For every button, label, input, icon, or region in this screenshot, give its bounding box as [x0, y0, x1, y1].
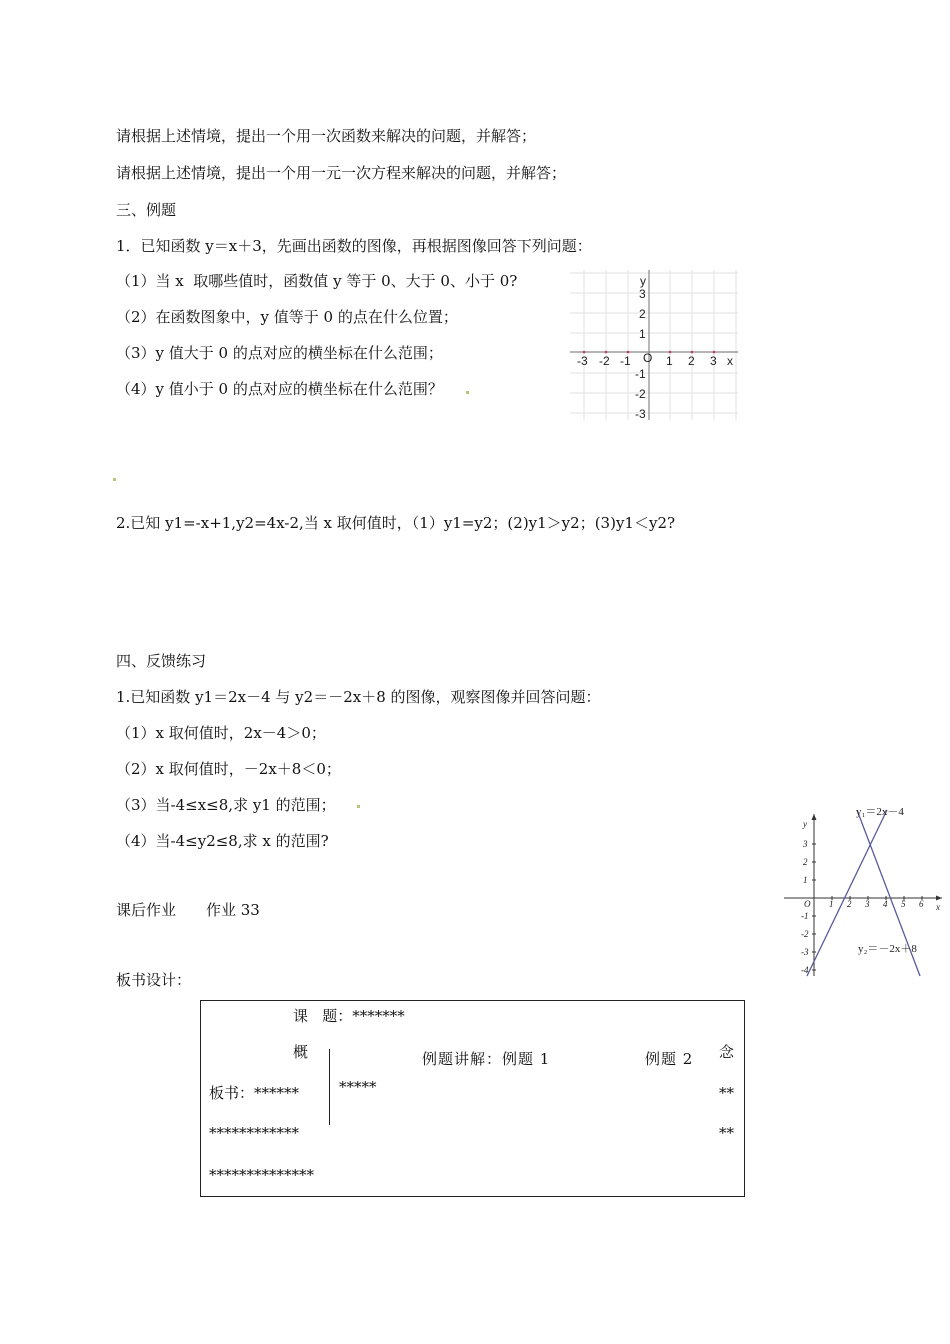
y-tick: -2 — [635, 387, 646, 401]
example2-question: 2.已知 y1=-x+1,y2=4x-2,当 x 取何值时，（1）y1=y2；(2)y1＞y2；(3)y1＜y2? — [116, 514, 676, 532]
example1-part-4: （4）y 值小于 0 的点对应的横坐标在什么范围？ — [116, 380, 443, 398]
y-tick: 3 — [639, 287, 646, 301]
speck — [466, 391, 469, 394]
board-heading: 板书设计： — [116, 971, 192, 989]
y-tick: 3 — [803, 839, 808, 849]
board-topic: 课 题：******* — [293, 1007, 405, 1025]
y-tick: 2 — [803, 857, 808, 867]
x-tick: -3 — [577, 354, 588, 368]
y-tick: 1 — [639, 327, 646, 341]
section4-title: 四、反馈练习 — [116, 652, 207, 670]
coordinate-grid — [570, 270, 740, 425]
board-divider — [329, 1049, 330, 1125]
homework-label: 课后作业 — [116, 901, 177, 919]
feedback-part-1: （1）x 取何值时，2x－4＞0； — [116, 724, 326, 742]
x-tick: 5 — [901, 899, 906, 909]
intro-question-1: 请根据上述情境，提出一个用一次函数来解决的问题，并解答； — [116, 127, 537, 145]
y-tick: -2 — [801, 929, 809, 939]
x-tick: 2 — [688, 354, 695, 368]
board-banshu: 板书：****** — [209, 1084, 300, 1102]
y-tick: -3 — [635, 407, 646, 421]
x-tick: 2 — [847, 899, 852, 909]
example1-part-1: （1）当 x 取哪些值时，函数值 y 等于 0、大于 0、小于 0? — [116, 272, 518, 290]
speck — [357, 805, 360, 808]
x-tick: 1 — [666, 354, 673, 368]
board-stars-5: ***** — [339, 1078, 377, 1096]
homework-value: 作业 33 — [206, 901, 260, 919]
x-axis-label: x — [727, 354, 733, 368]
y-tick: 1 — [803, 875, 808, 885]
y-tick: -1 — [635, 367, 646, 381]
board-stars-14: ************** — [209, 1166, 314, 1184]
board-design-box — [200, 1000, 745, 1197]
feedback-part-3: （3）当-4≤x≤8,求 y1 的范围； — [116, 796, 336, 814]
x-tick: 6 — [919, 899, 924, 909]
line-y2-label: y₂＝－2x＋8 — [858, 943, 917, 955]
board-example-2: 例题 2 — [645, 1050, 694, 1068]
y-tick: -3 — [801, 947, 809, 957]
x-tick: 3 — [710, 354, 717, 368]
origin-label: O — [643, 351, 653, 365]
example1-stem: 1．已知函数 y＝x＋3，先画出函数的图像，再根据图像回答下列问题： — [116, 237, 592, 255]
board-examples: 例题讲解：例题 1 — [422, 1050, 551, 1068]
x-tick: 1 — [829, 899, 834, 909]
y-axis-label: y — [640, 274, 646, 288]
section3-title: 三、例题 — [116, 201, 177, 219]
x-tick: -2 — [599, 354, 610, 368]
linear-functions-graph — [780, 800, 950, 980]
board-stars-2b: ** — [719, 1124, 734, 1142]
example1-part-2: （2）在函数图象中，y 值等于 0 的点在什么位置； — [116, 308, 458, 326]
y-tick: -4 — [801, 965, 809, 975]
y-tick: -1 — [801, 911, 809, 921]
board-stars-2a: ** — [719, 1084, 734, 1102]
intro-question-2: 请根据上述情境，提出一个用一元一次方程来解决的问题，并解答； — [116, 164, 567, 182]
y-axis-label: y — [803, 819, 807, 829]
speck — [113, 478, 116, 481]
feedback-stem: 1.已知函数 y1＝2x－4 与 y2＝－2x＋8 的图像，观察图像并回答问题： — [116, 688, 601, 706]
feedback-part-4: （4）当-4≤y2≤8,求 x 的范围? — [116, 832, 329, 850]
origin-label: O — [804, 899, 811, 909]
board-stars-12: ************ — [209, 1124, 299, 1142]
y-tick: 2 — [639, 307, 646, 321]
line-y1-label: y₁＝2x－4 — [856, 806, 904, 818]
example1-part-3: （3）y 值大于 0 的点对应的横坐标在什么范围； — [116, 344, 443, 362]
x-tick: -1 — [620, 354, 631, 368]
x-tick: 3 — [865, 899, 870, 909]
x-axis-label: x — [936, 902, 940, 912]
board-nian: 念 — [719, 1043, 735, 1061]
board-concept-char: 概 — [293, 1043, 309, 1061]
x-tick: 4 — [883, 899, 888, 909]
feedback-part-2: （2）x 取何值时，－2x＋8＜0； — [116, 760, 341, 778]
